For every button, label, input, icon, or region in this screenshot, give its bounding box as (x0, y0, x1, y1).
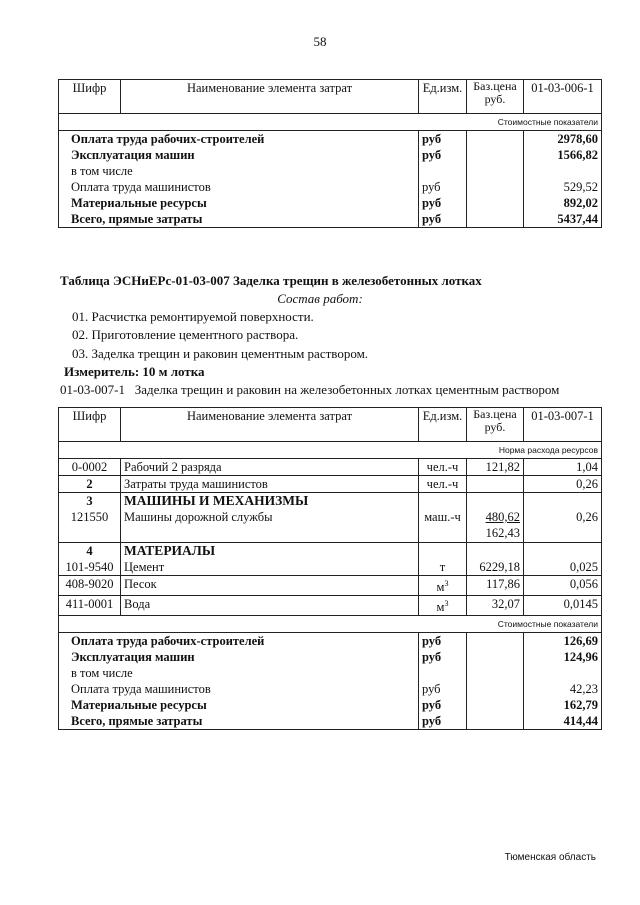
footer-region: Тюменская область (504, 852, 596, 863)
table-row: 101-9540 Цемент т 6229,18 0,025 (59, 559, 602, 576)
table-row: 4 МАТЕРИАЛЫ (59, 543, 602, 560)
header-code: Шифр (59, 408, 121, 442)
subheader-costs: Стоимостные показатели (59, 114, 602, 131)
table-row: Оплата труда рабочих-строителей руб 2978,60 (59, 131, 602, 148)
subheader-row (59, 442, 602, 459)
item-line: 01-03-007-1 Заделка трещин и раковин на железобетонных лотках цементным раствором (60, 382, 560, 397)
table-header (59, 408, 602, 442)
header-base-price: Баз.цена руб. (467, 80, 524, 114)
table-row: Эксплуатация машин руб 124,96 (59, 649, 602, 665)
header-item-code: 01-03-007-1 (524, 408, 602, 442)
composition-title: Состав работ: (277, 291, 363, 306)
header-item-code: 01-03-006-1 (524, 80, 602, 114)
table-row: Всего, прямые затраты руб 414,44 (59, 713, 602, 730)
page-number: 58 (313, 34, 327, 49)
subheader-row (59, 616, 602, 633)
table-row: 3 МАШИНЫ И МЕХАНИЗМЫ (59, 493, 602, 510)
header-name: Наименование элемента затрат (121, 80, 419, 114)
header-unit: Ед.изм. (419, 408, 467, 442)
section-title: Таблица ЭСНиЕРс-01-03-007 Заделка трещин в железобетонных лотках (60, 273, 482, 288)
resource-table-01-03-007-1 (58, 407, 602, 730)
subheader-norms: Норма расхода ресурсов (59, 442, 602, 459)
subheader-costs: Стоимостные показатели (59, 616, 602, 633)
price-cell: 480,62 162,43 (467, 509, 524, 543)
cost-table-01-03-006-1 (58, 79, 602, 228)
table-row: 411-0001 Вода $м^3$ 32,07 0,0145 (59, 596, 602, 616)
table-row: Оплата труда машинистов руб 42,23 (59, 681, 602, 697)
header-unit: Ед.изм. (419, 80, 467, 114)
work-step: 01. Расчистка ремонтируемой поверхности. (72, 309, 314, 324)
table-row: 408-9020 Песок $м^3$ 117,86 0,056 (59, 576, 602, 596)
header-base-price: Баз.цена руб. (467, 408, 524, 442)
table-row: Оплата труда машинистов руб 529,52 (59, 179, 602, 195)
table-row: 0-0002 Рабочий 2 разряда чел.-ч 121,82 1,04 (59, 459, 602, 476)
table-header (59, 80, 602, 114)
table-row: Материальные ресурсы руб 892,02 (59, 195, 602, 211)
meter: Измеритель: 10 м лотка (64, 364, 205, 379)
table-row: Эксплуатация машин руб 1566,82 (59, 147, 602, 163)
table-row: 2 Затраты труда машинистов чел.-ч 0,26 (59, 476, 602, 493)
table-row: в том числе (59, 163, 602, 179)
header-name: Наименование элемента затрат (121, 408, 419, 442)
work-step: 03. Заделка трещин и раковин цементным раствором. (72, 346, 369, 361)
table-row: Всего, прямые затраты руб 5437,44 (59, 211, 602, 228)
table-row: 121550 Машины дорожной службы маш.-ч 480,62 162,43 0,26 (59, 509, 602, 543)
work-step: 02. Приготовление цементного раствора. (72, 327, 299, 342)
table-row: Оплата труда рабочих-строителей руб 126,69 (59, 633, 602, 650)
header-code: Шифр (59, 80, 121, 114)
table-row: Материальные ресурсы руб 162,79 (59, 697, 602, 713)
table-row: в том числе (59, 665, 602, 681)
subheader-row (59, 114, 602, 131)
